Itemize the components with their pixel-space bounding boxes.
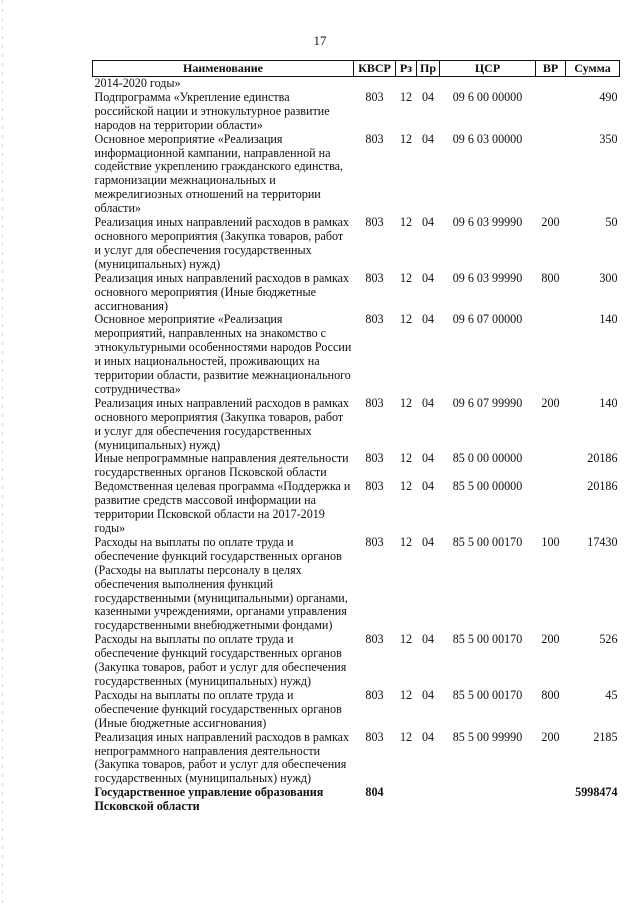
csr-cell: 85 5 00 00170 (452, 535, 523, 549)
column-header-sum: Сумма (566, 61, 620, 77)
rz-cell: 12 (399, 535, 413, 549)
name-cell: Ведомственная целевая программа «Поддержка и развитие средств массовой информации на территории Псковской области на 2017-2019 годы» (94, 480, 351, 535)
pr-cell: 04 (421, 132, 435, 146)
table-row (93, 536, 620, 633)
column-header-kvsr: КВСР (354, 61, 396, 77)
name-cell: Реализация иных направлений расходов в рамках основного мероприятия (Иные бюджетные ассигнования) (94, 271, 350, 313)
budget-table (92, 60, 620, 814)
kvsr-cell: 804 (365, 786, 384, 800)
vr-cell (536, 786, 566, 814)
pr-cell: 04 (421, 90, 435, 104)
table-row (93, 633, 620, 689)
vr-cell (536, 480, 566, 536)
kvsr-cell: 803 (365, 688, 384, 702)
csr-cell: 85 0 00 00000 (452, 452, 523, 466)
csr-cell: 85 5 00 00000 (452, 480, 523, 494)
vr-cell (536, 91, 566, 133)
pr-cell: 04 (421, 633, 435, 647)
name-cell: Подпрограмма «Укрепление единства российской нации и этнокультурное развитие народов на территории области» (94, 90, 330, 132)
name-cell: Иные непрограммные направления деятельности государственных органов Псковской области (94, 452, 349, 480)
vr-cell (536, 133, 566, 216)
rz-cell: 12 (399, 216, 413, 230)
rz-cell (396, 786, 417, 814)
pr-cell: 04 (421, 688, 435, 702)
pr-cell (417, 786, 440, 814)
name-cell: Расходы на выплаты по оплате труда и обеспечение функций государственных органов (Расходы на выплаты персоналу в целях обеспечения выполнения функций государственными (муниципальными) органами, казенными учреждениями, органами управления государственными внебюджетными фондами) (94, 535, 348, 633)
sum-cell: 20186 (587, 452, 618, 466)
csr-cell: 09 6 03 00000 (452, 132, 523, 146)
pr-cell: 04 (421, 271, 435, 285)
name-cell: Реализация иных направлений расходов в рамках основного мероприятия (Закупка товаров, работ и услуг для обеспечения государственных (муниципальных) нужд) (94, 216, 350, 271)
sum-cell: 17430 (587, 535, 618, 549)
name-cell: Государственное управление образования Псковской области (94, 786, 324, 814)
kvsr-cell: 803 (365, 216, 384, 230)
csr-cell: 85 5 00 99990 (452, 730, 523, 744)
rz-cell: 12 (399, 271, 413, 285)
csr-cell: 09 6 07 00000 (452, 313, 523, 327)
table-row (93, 480, 620, 536)
column-header-pr: Пр (417, 61, 440, 77)
name-cell: 2014-2020 годы» (94, 76, 181, 90)
sum-cell: 2185 (593, 730, 618, 744)
name-cell: Расходы на выплаты по оплате труда и обеспечение функций государственных органов (Иные бюджетные ассигнования) (94, 688, 342, 730)
rz-cell: 12 (399, 688, 413, 702)
rz-cell: 12 (399, 452, 413, 466)
column-header-rz: Рз (396, 61, 417, 77)
vr-cell: 200 (541, 396, 560, 410)
name-cell: Реализация иных направлений расходов в рамках основного мероприятия (Закупка товаров, работ и услуг для обеспечения государственных (муниципальных) нужд) (94, 396, 350, 452)
table-row (93, 77, 620, 91)
rz-cell: 12 (399, 313, 413, 327)
table-body (93, 77, 620, 815)
csr-cell: 85 5 00 00170 (452, 688, 523, 702)
kvsr-cell: 803 (365, 90, 384, 104)
vr-cell: 100 (541, 535, 560, 549)
sum-cell: 140 (599, 313, 618, 327)
kvsr-cell: 803 (365, 452, 384, 466)
sum-cell: 140 (599, 396, 618, 410)
sum-cell: 20186 (587, 480, 618, 494)
table-row (93, 216, 620, 272)
vr-cell: 200 (541, 730, 560, 744)
table-row (93, 133, 620, 216)
kvsr-cell: 803 (365, 396, 384, 410)
pr-cell: 04 (421, 452, 435, 466)
csr-cell: 85 5 00 00170 (452, 633, 523, 647)
csr-cell: 09 6 07 99990 (452, 396, 523, 410)
kvsr-cell: 803 (365, 730, 384, 744)
csr-cell: 09 6 03 99990 (452, 216, 523, 230)
table-header-row (93, 61, 620, 77)
pr-cell (417, 77, 440, 91)
kvsr-cell: 803 (365, 132, 384, 146)
vr-cell (536, 77, 566, 91)
table-row (93, 397, 620, 453)
vr-cell: 800 (541, 271, 560, 285)
name-cell: Основное мероприятие «Реализация информационной кампании, направленной на содействие укреплению гражданского единства, гармонизации межнациональных и межрелигиозных отношений на территории области» (94, 132, 344, 216)
vr-cell: 800 (541, 688, 560, 702)
vr-cell: 200 (541, 633, 560, 647)
sum-cell: 526 (599, 633, 618, 647)
sum-cell: 5998474 (575, 786, 618, 800)
csr-cell: 09 6 03 99990 (452, 271, 523, 285)
pr-cell: 04 (421, 535, 435, 549)
rz-cell: 12 (399, 480, 413, 494)
name-cell: Реализация иных направлений расходов в рамках непрограммного направления деятельности (Закупка товаров, работ и услуг для обеспечения государственных (муниципальных) нужд) (94, 730, 350, 786)
csr-cell (440, 77, 536, 91)
kvsr-cell (354, 77, 396, 91)
sum-cell: 490 (599, 90, 618, 104)
rz-cell (396, 77, 417, 91)
table-row (93, 689, 620, 731)
name-cell: Основное мероприятие «Реализация мероприятий, направленных на знакомство с этнокультурными особенностями народов России и иных национальностей, проживающих на территории области, развитие межнационального сотрудничества» (94, 313, 352, 396)
csr-cell: 09 6 00 00000 (452, 90, 523, 104)
rz-cell: 12 (399, 396, 413, 410)
table-row (93, 91, 620, 133)
kvsr-cell: 803 (365, 313, 384, 327)
rz-cell: 12 (399, 730, 413, 744)
column-header-csr: ЦСР (440, 61, 536, 77)
csr-cell (440, 786, 536, 814)
pr-cell: 04 (421, 313, 435, 327)
sum-cell (566, 77, 620, 91)
rz-cell: 12 (399, 132, 413, 146)
column-header-name: Наименование (93, 61, 354, 77)
pr-cell: 04 (421, 730, 435, 744)
sum-cell: 50 (605, 216, 618, 230)
sum-cell: 45 (605, 688, 618, 702)
name-cell: Расходы на выплаты по оплате труда и обеспечение функций государственных органов (Закупка товаров, работ и услуг для обеспечения государственных (муниципальных) нужд) (94, 633, 347, 688)
table-row (93, 786, 620, 814)
kvsr-cell: 803 (365, 271, 384, 285)
kvsr-cell: 803 (365, 535, 384, 549)
rz-cell: 12 (399, 633, 413, 647)
scan-edge-mark (2, 0, 3, 905)
vr-cell (536, 452, 566, 480)
sum-cell: 300 (599, 271, 618, 285)
vr-cell: 200 (541, 216, 560, 230)
table-row (93, 272, 620, 314)
column-header-vr: ВР (536, 61, 566, 77)
page-number: 17 (313, 33, 327, 48)
kvsr-cell: 803 (365, 633, 384, 647)
pr-cell: 04 (421, 396, 435, 410)
vr-cell (536, 313, 566, 396)
pr-cell: 04 (421, 480, 435, 494)
sum-cell: 350 (599, 132, 618, 146)
rz-cell: 12 (399, 90, 413, 104)
table-row (93, 313, 620, 396)
pr-cell: 04 (421, 216, 435, 230)
table-row (93, 731, 620, 787)
table-row (93, 452, 620, 480)
kvsr-cell: 803 (365, 480, 384, 494)
